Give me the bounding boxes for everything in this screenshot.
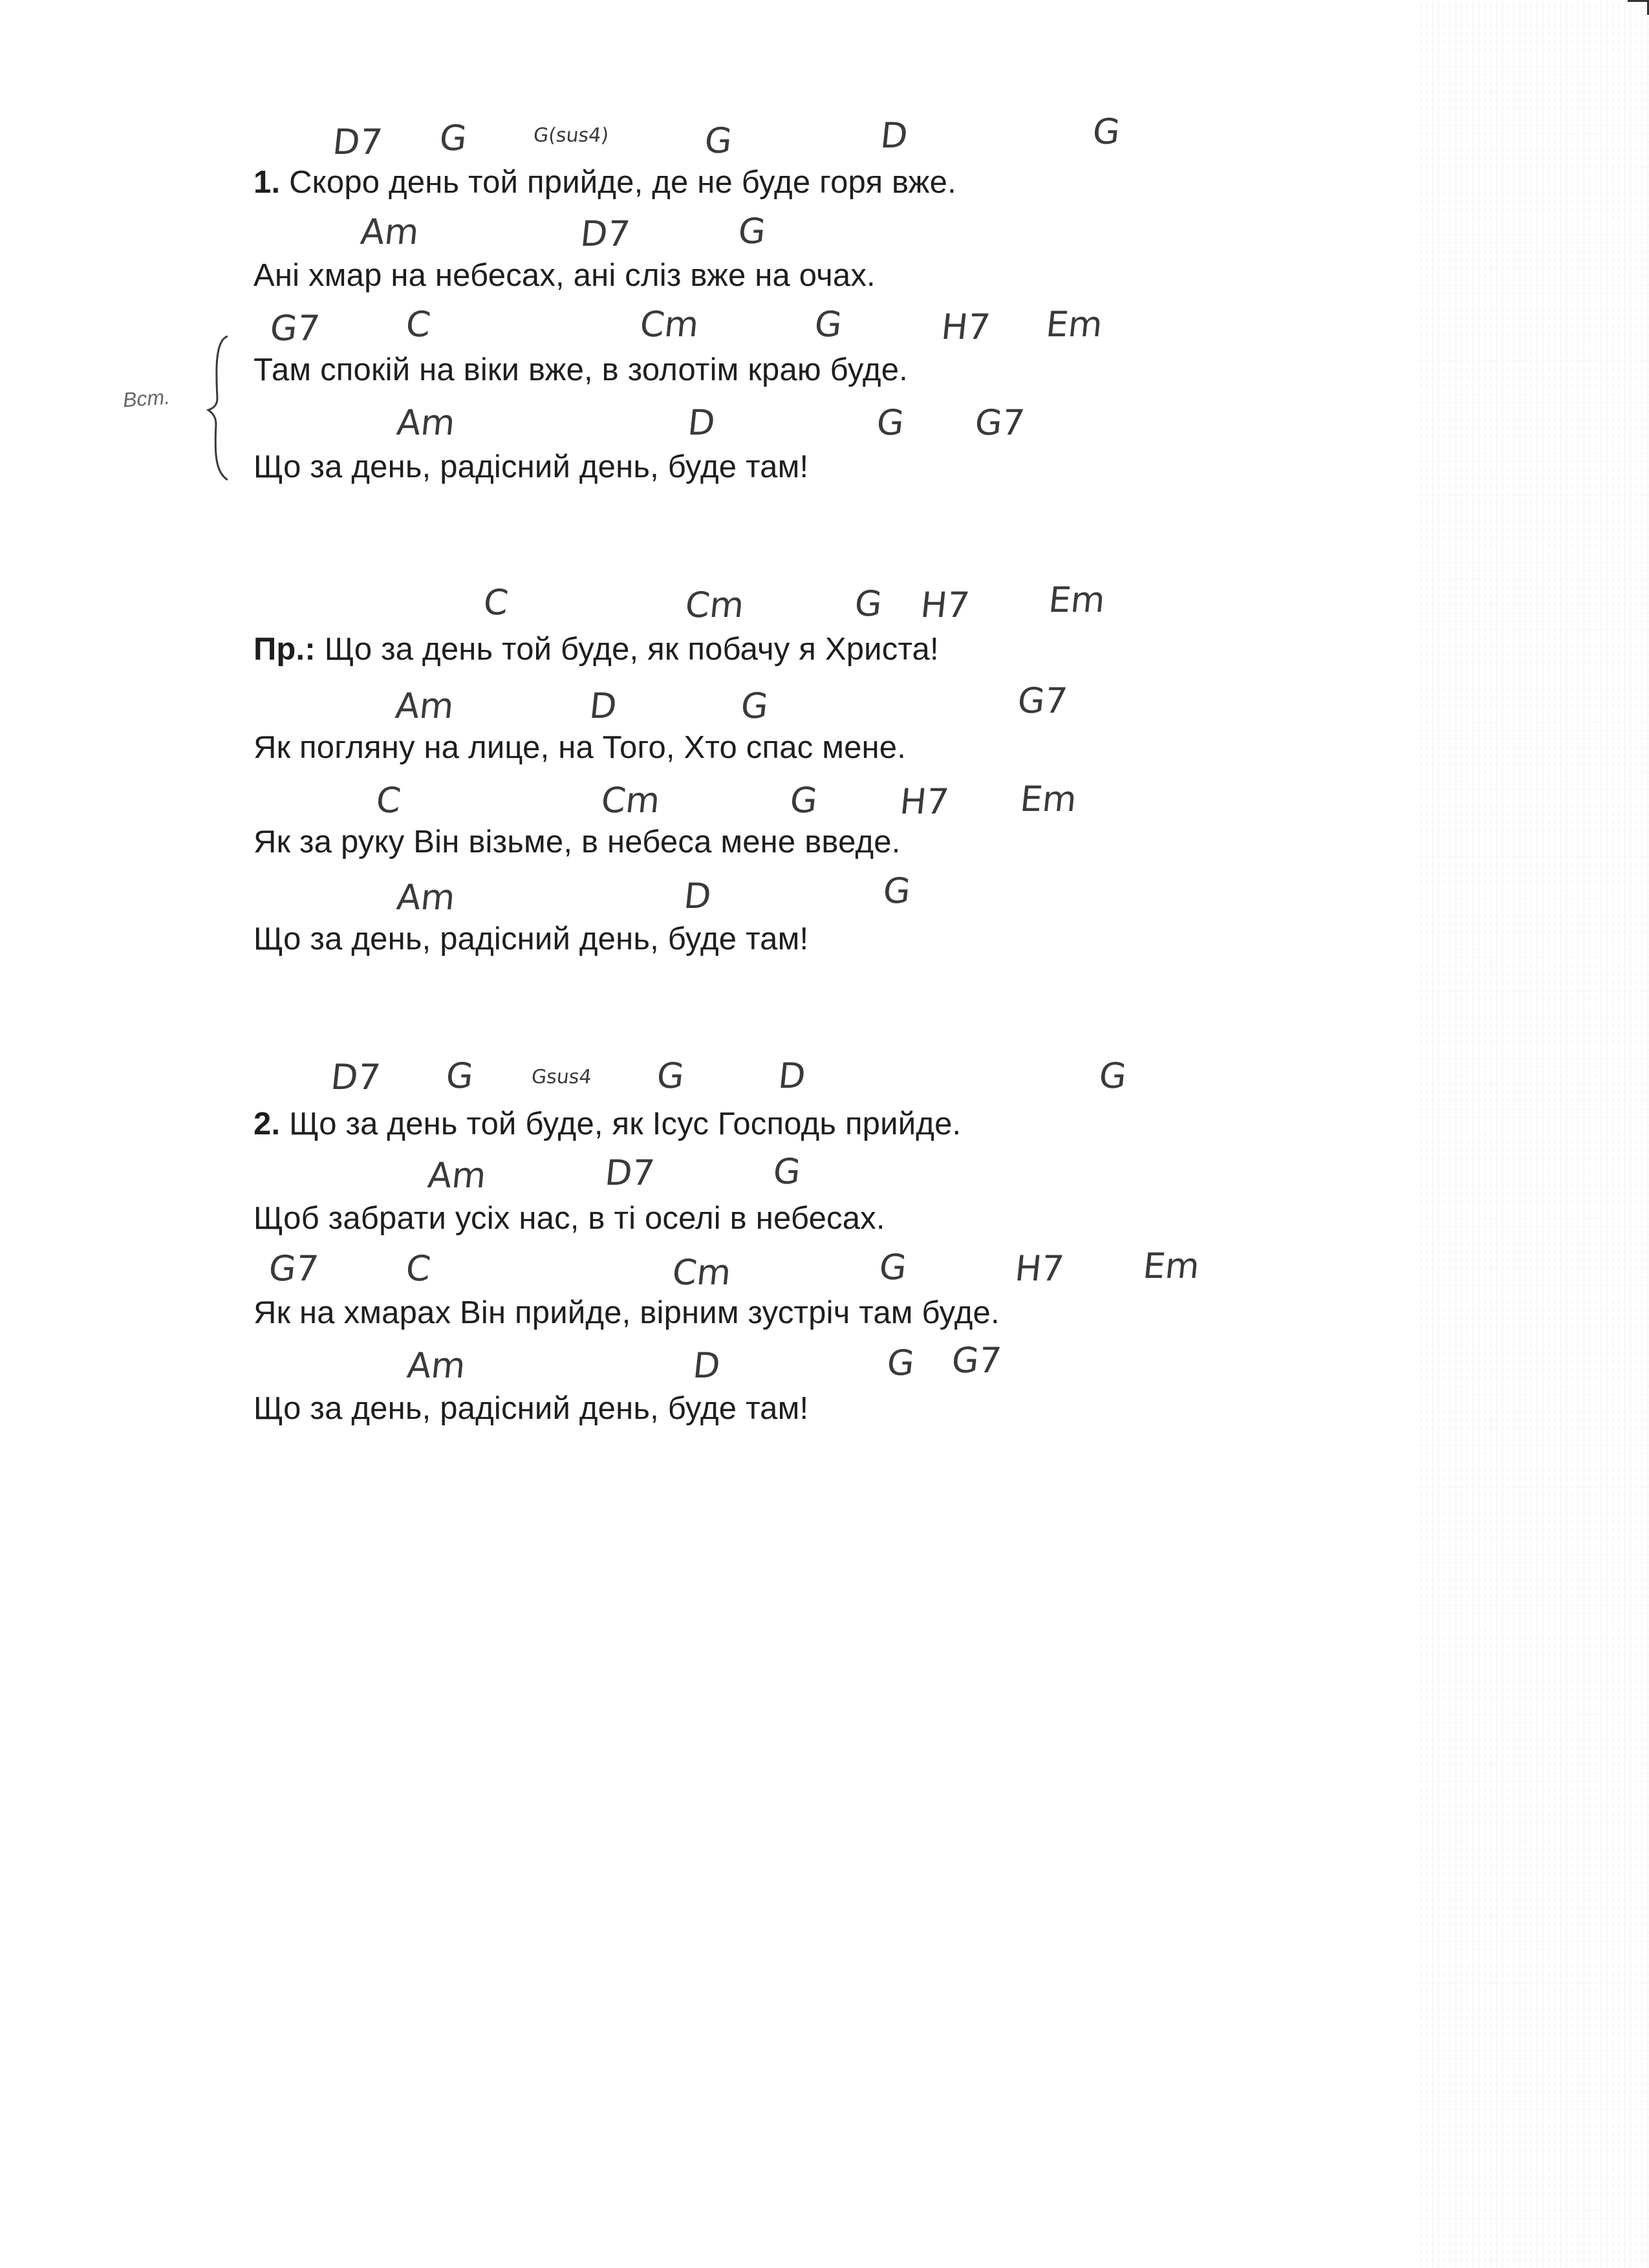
chord: C [374, 780, 404, 821]
chord: G [702, 120, 735, 161]
chord: D7 [578, 213, 632, 254]
lyric-line: Пр.: Що за день той буде, як побачу я Христа! [253, 632, 939, 667]
chord: Em [1046, 579, 1108, 620]
chord: G [654, 1055, 687, 1096]
lyric-line: Як на хмарах Він прийде, вірним зустріч там буде. [253, 1295, 1000, 1330]
chord: H7 [918, 585, 972, 625]
scan-noise-strip [1416, 0, 1649, 2268]
chord: D7 [329, 1057, 383, 1097]
chord: Am [393, 686, 456, 726]
chord: D [685, 402, 717, 443]
chord: Cm [638, 304, 701, 345]
chord: G [1090, 111, 1123, 152]
lyric-line: Як за руку Він візьме, в небеса мене введе. [253, 825, 901, 859]
brace-mark [206, 334, 232, 482]
chord: G [771, 1151, 803, 1192]
chord: C [404, 304, 433, 345]
chord: G [852, 583, 885, 624]
chord: Am [405, 1345, 468, 1386]
chord: G(sus4) [532, 124, 610, 147]
lyric-line: Ані хмар на небесах, ані сліз вже на очах. [253, 258, 876, 293]
chord: G [881, 870, 913, 911]
chord: Am [394, 877, 457, 918]
chord: Cm [599, 780, 662, 821]
chord: C [481, 582, 511, 623]
chord: G [1097, 1055, 1129, 1096]
chord: G [788, 780, 820, 821]
chord: G7 [973, 402, 1027, 443]
lyric-line: Що за день, радісний день, буде там! [253, 922, 809, 956]
lyric-line: 1. Скоро день той прийде, де не буде горя вже. [253, 165, 956, 200]
chord: D [587, 686, 619, 726]
verse-number: 2. [253, 1107, 281, 1141]
verse-number: 1. [253, 165, 281, 200]
chord: G7 [266, 1248, 321, 1289]
chord: Cm [670, 1252, 733, 1293]
chord: Em [1141, 1246, 1202, 1286]
chord: D [776, 1055, 808, 1096]
chord: D [878, 115, 910, 156]
chord: Am [394, 402, 457, 443]
chord: G [437, 118, 469, 158]
lyric-line: Там спокій на віки вже, в золотім краю буде. [253, 352, 908, 387]
chord: G [877, 1247, 909, 1288]
chord: Cm [683, 585, 746, 625]
chord: G [874, 402, 907, 443]
chord: H7 [939, 307, 993, 347]
chord: G7 [949, 1340, 1004, 1381]
chord: D [691, 1345, 722, 1386]
chord: G [885, 1343, 917, 1383]
chord: G [444, 1055, 476, 1096]
page-corner-mark [1628, 0, 1649, 15]
lyric-line: 2. Що за день той буде, як Ісус Господь прийде. [253, 1107, 962, 1141]
lyric-line: Як погляну на лице, на Того, Хто спас мене. [253, 730, 907, 765]
margin-note: Всm. [122, 385, 171, 412]
chord: G7 [1015, 680, 1070, 721]
chord: D7 [330, 122, 385, 162]
chord: Am [426, 1155, 488, 1196]
lyric-line: Щоб забрати усіх нас, в ті оселі в небесах. [253, 1201, 885, 1236]
chord: G [736, 211, 768, 252]
chord: Em [1018, 779, 1079, 819]
chord: H7 [1013, 1248, 1066, 1289]
chord: Am [358, 211, 421, 252]
lyric-line: Що за день, радісний день, буде там! [253, 1391, 809, 1426]
chorus-label: Пр.: [253, 632, 316, 667]
chord: Em [1044, 304, 1105, 345]
chord: H7 [898, 781, 951, 822]
lyric-line: Що за день, радісний день, буде там! [253, 449, 809, 484]
chord: G [738, 686, 771, 726]
chord: G7 [268, 308, 322, 349]
chord: Gsus4 [530, 1066, 593, 1088]
chord: C [404, 1248, 433, 1289]
chord: G [812, 304, 845, 345]
chord: D7 [603, 1152, 657, 1193]
chord: D [682, 876, 713, 916]
